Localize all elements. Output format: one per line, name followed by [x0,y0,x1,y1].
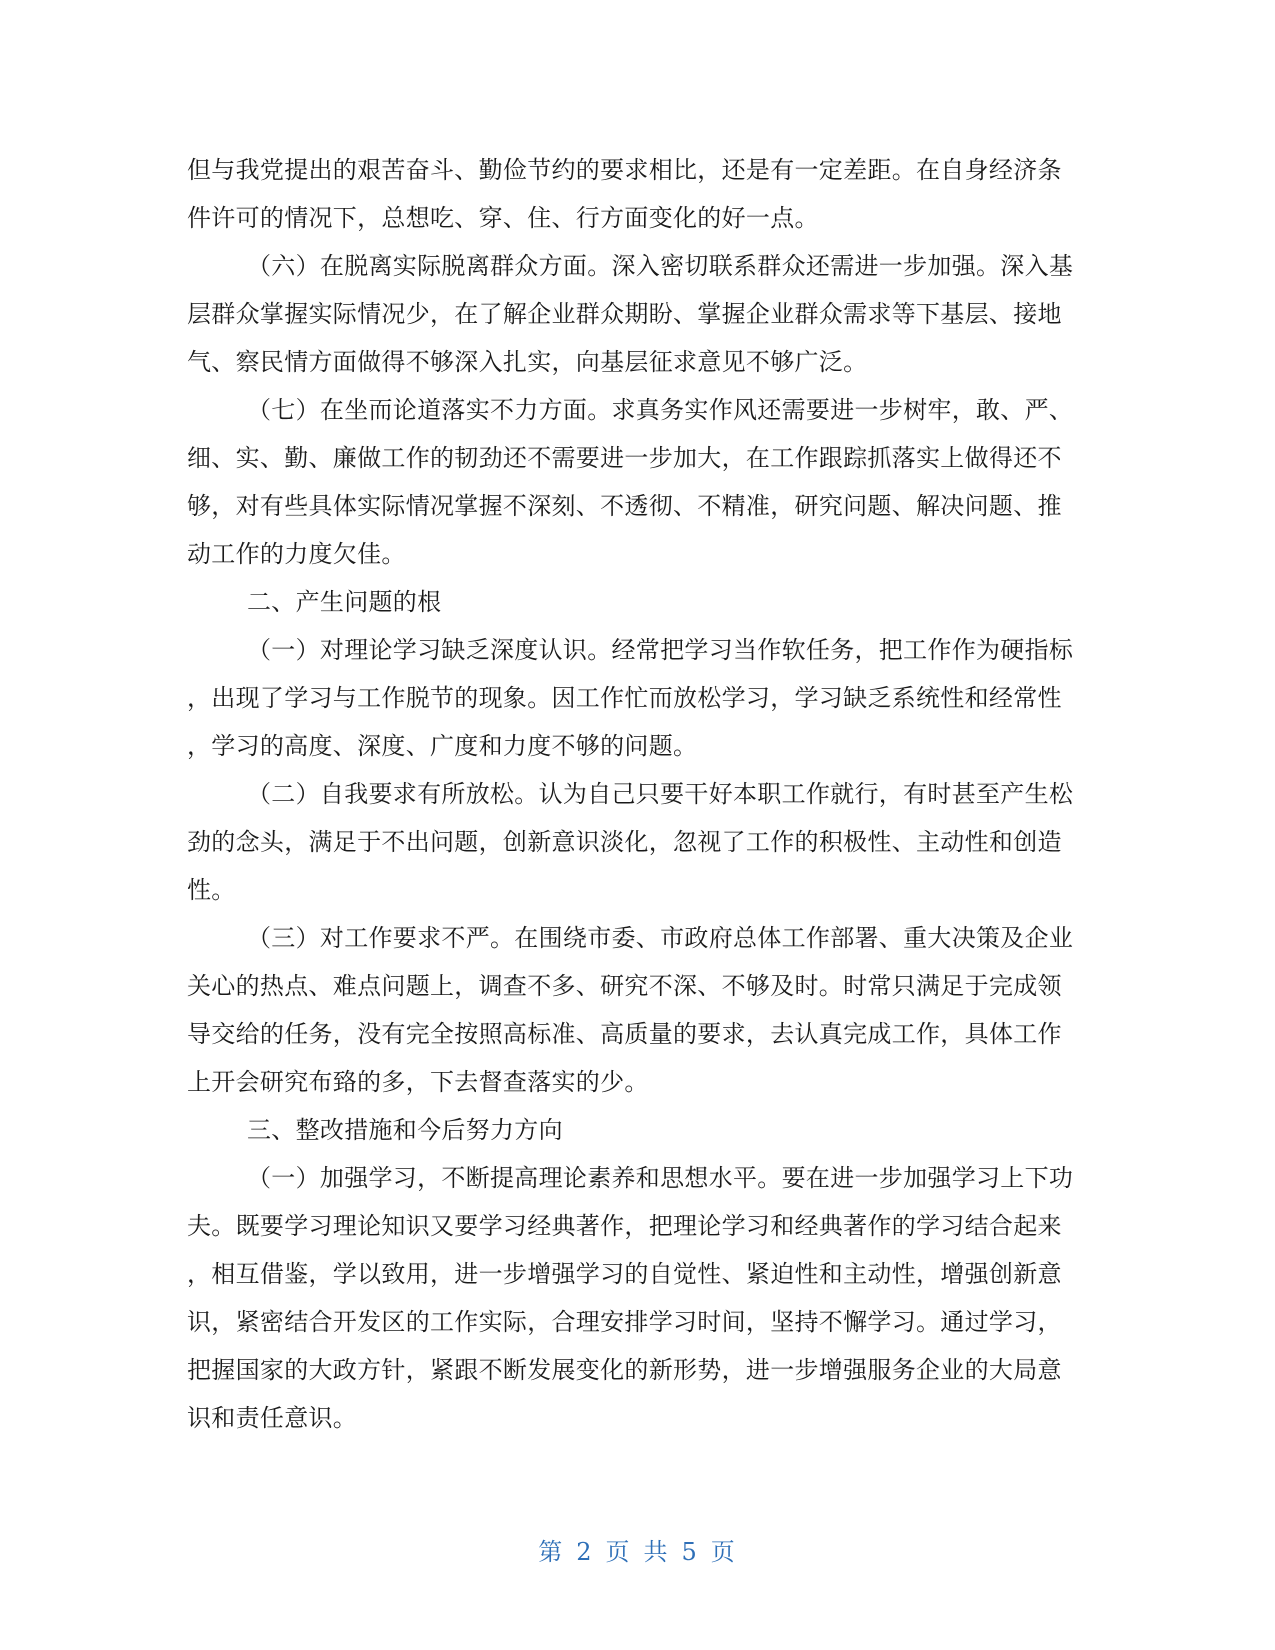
footer-total-unit: 页 [710,1538,737,1566]
text-line: 上开会研究布臵的多，下去督查落实的少。 [187,1068,649,1096]
text-line: ，出现了学习与工作脱节的现象。因工作忙而放松学习，学习缺乏系统性和经常性 [187,684,1062,712]
text-line: 夫。既要学习理论知识又要学习经典著作，把理论学习和经典著作的学习结合起来 [187,1212,1062,1240]
text-line: 劲的念头，满足于不出问题，创新意识淡化，忽视了工作的积极性、主动性和创造 [187,828,1062,856]
section-heading-three: 三、整改措施和今后努力方向 [247,1116,563,1144]
text-line: 件许可的情况下，总想吃、穿、住、行方面变化的好一点。 [187,204,819,232]
text-line: 识和责任意识。 [187,1404,358,1432]
footer-page-unit: 页 [605,1538,632,1566]
section-heading-two: 二、产生问题的根 [247,588,442,616]
text-line: 层群众掌握实际情况少，在了解企业群众期盼、掌握企业群众需求等下基层、接地 [187,300,1062,328]
footer-total-pages: 5 [681,1538,699,1566]
text-line: 性。 [187,876,236,904]
paragraph-two-two-start: （二）自我要求有所放松。认为自己只要干好本职工作就行，有时甚至产生松 [247,780,1074,808]
text-line: ，学习的高度、深度、广度和力度不够的问题。 [187,732,698,760]
paragraph-two-one-start: （一）对理论学习缺乏深度认识。经常把学习当作软任务，把工作作为硬指标 [247,636,1074,664]
paragraph-two-three-start: （三）对工作要求不严。在围绕市委、市政府总体工作部署、重大决策及企业 [247,924,1074,952]
page-footer [0,1532,1275,1567]
footer-current-page: 2 [576,1538,594,1566]
text-line: 动工作的力度欠佳。 [187,540,406,568]
text-line: ，相互借鉴，学以致用，进一步增强学习的自觉性、紧迫性和主动性，增强创新意 [187,1260,1062,1288]
document-body [187,146,1085,1442]
text-line: 导交给的任务，没有完全按照高标准、高质量的要求，去认真完成工作，具体工作 [187,1020,1062,1048]
text-line: 把握国家的大政方针，紧跟不断发展变化的新形势，进一步增强服务企业的大局意 [187,1356,1062,1384]
footer-total-label: 共 [643,1538,670,1566]
footer-page-label: 第 [538,1538,565,1566]
text-line: 细、实、勤、廉做工作的韧劲还不需要进一步加大，在工作跟踪抓落实上做得还不 [187,444,1062,472]
paragraph-seven-start: （七）在坐而论道落实不力方面。求真务实作风还需要进一步树牢，敢、严、 [247,396,1074,424]
text-line: 但与我党提出的艰苦奋斗、勤俭节约的要求相比，还是有一定差距。在自身经济条 [187,156,1062,184]
paragraph-six-start: （六）在脱离实际脱离群众方面。深入密切联系群众还需进一步加强。深入基 [247,252,1074,280]
text-line: 关心的热点、难点问题上，调查不多、研究不深、不够及时。时常只满足于完成领 [187,972,1062,1000]
text-line: 气、察民情方面做得不够深入扎实，向基层征求意见不够广泛。 [187,348,868,376]
text-line: 够，对有些具体实际情况掌握不深刻、不透彻、不精准，研究问题、解决问题、推 [187,492,1062,520]
paragraph-three-one-start: （一）加强学习，不断提高理论素养和思想水平。要在进一步加强学习上下功 [247,1164,1074,1192]
text-line: 识，紧密结合开发区的工作实际，合理安排学习时间，坚持不懈学习。通过学习， [187,1308,1062,1336]
